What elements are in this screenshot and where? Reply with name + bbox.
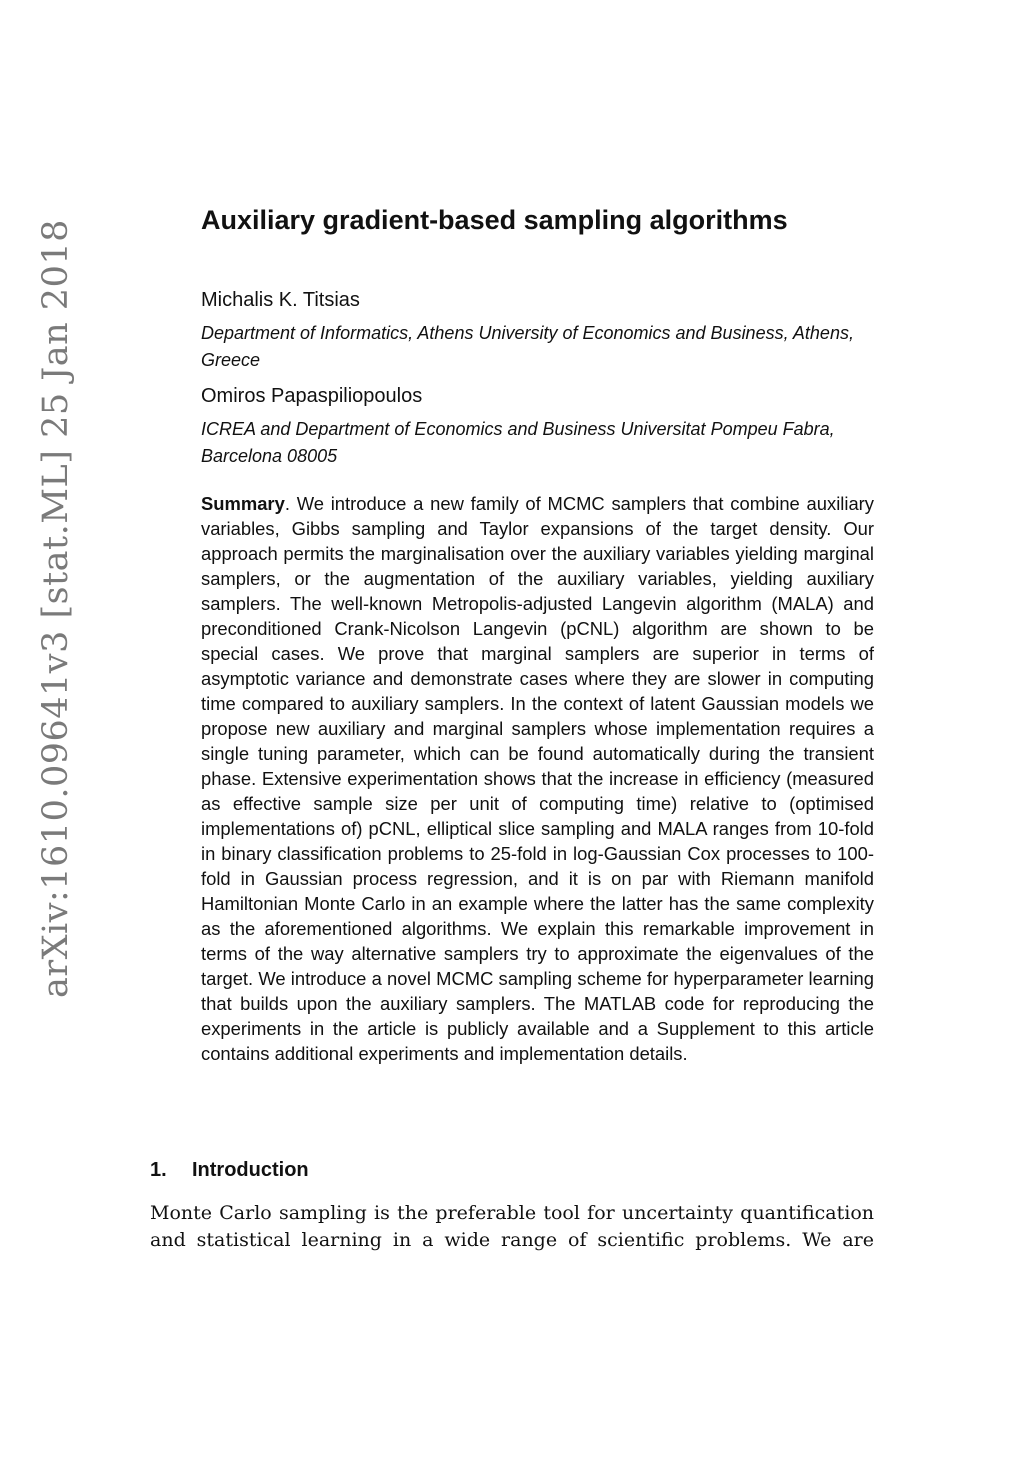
author-affiliation: Department of Informatics, Athens University of Economics and Business, Athens, Greece: [201, 323, 854, 370]
introduction-paragraph: Monte Carlo sampling is the preferable tool for uncertainty quantification and statistical learning in a wide range of scientific problems. We are: [150, 1202, 874, 1251]
summary-label: Summary: [201, 493, 285, 514]
summary-text: . We introduce a new family of MCMC samplers that combine auxiliary variables, Gibbs sampling and Taylor expansions of the target density. Our approach permits the marginalisation over the auxiliary variables yielding marginal samplers, or the augmentation of the auxiliary variables, yielding auxiliary samplers. The well-known Metropolis-adjusted Langevin algorithm (MALA) and preconditioned Crank-Nicolson Langevin (pCNL) algorithm are shown to be special cases. We prove that marginal samplers are superior in terms of asymptotic variance and demonstrate cases where they are slower in computing time compared to auxiliary samplers. In the context of latent Gaussian models we propose new auxiliary and marginal samplers whose implementation requires a single tuning parameter, which can be found automatically during the transient phase. Extensive experimentation shows that the increase in efficiency (measured as effective sample size per unit of computing time) relative to (optimised implementations of) pCNL, elliptical slice sampling and MALA ranges from 10-fold in binary classification problems to 25-fold in log-Gaussian Cox processes to 100-fold in Gaussian process regression, and it is on par with Riemann manifold Hamiltonian Monte Carlo in an example where the latter has the same complexity as the aforementioned algorithms. We explain this remarkable improvement in terms of the way alternative samplers try to approximate the eigenvalues of the target. We introduce a novel MCMC sampling scheme for hyperparameter learning that builds upon the auxiliary samplers. The MATLAB code for reproducing the experiments in the article is publicly available and a Supplement to this article contains additional experiments and implementation details.: [201, 493, 874, 1064]
author-block: [201, 382, 881, 470]
author-name: Michalis K. Titsias: [201, 289, 360, 311]
author-name: Omiros Papaspiliopoulos: [201, 385, 423, 407]
author-block: [201, 286, 881, 374]
author-affiliation: ICREA and Department of Economics and Business Universitat Pompeu Fabra, Barcelona 08005: [201, 419, 835, 466]
summary-abstract: [201, 491, 874, 1066]
paper-title: Auxiliary gradient-based sampling algorithms: [201, 205, 788, 235]
arxiv-stamp: arXiv:1610.09641v3 [stat.ML] 25 Jan 2018: [36, 219, 76, 998]
section-number: 1.: [150, 1159, 167, 1181]
section-title: Introduction: [192, 1159, 309, 1181]
section-heading: [150, 1156, 309, 1184]
